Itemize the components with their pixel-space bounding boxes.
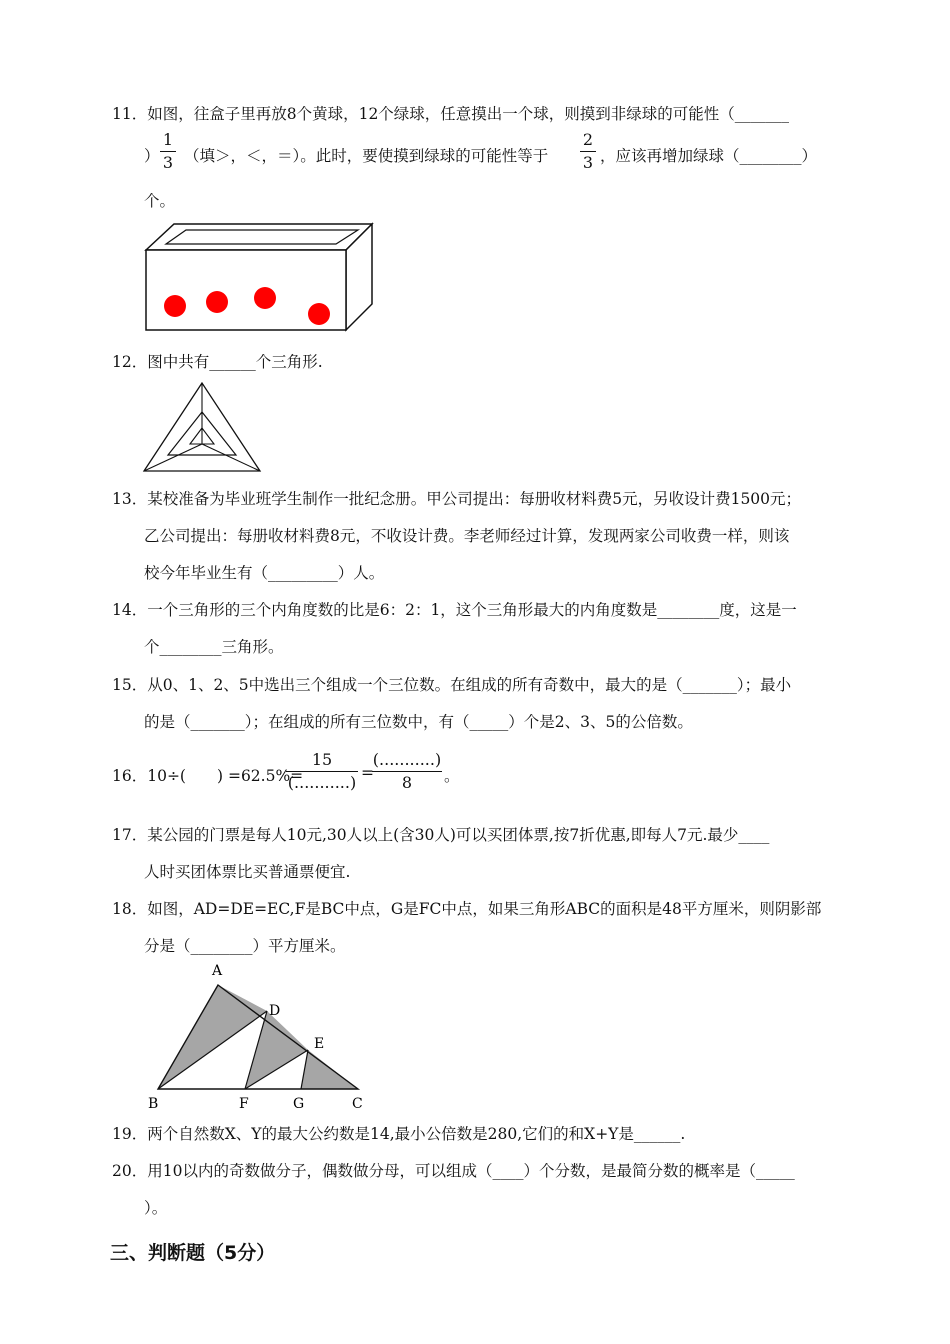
- section-title: 三、判断题（5分）: [110, 1242, 276, 1264]
- q11-line1: 11．如图，往盒子里再放8个黄球，12个绿球，任意摸出一个球，则摸到非绿球的可能性（_______: [112, 105, 790, 123]
- label-c: C: [352, 1096, 363, 1112]
- q14-line2: 个________三角形。: [144, 638, 284, 656]
- q13-line1: 13．某校准备为毕业班学生制作一批纪念册。甲公司提出：每册收材料费5元，另收设计费1500元；: [112, 490, 802, 508]
- q16-prefix: 16．10÷( ) =62.5%=: [112, 767, 304, 785]
- label-b: B: [148, 1096, 159, 1112]
- q18-line2: 分是（________）平方厘米。: [144, 937, 346, 955]
- q17-line1: 17．某公园的门票是每人10元,30人以上(含30人)可以买团体票,按7折优惠,即每人7元.最少____: [112, 826, 770, 844]
- label-g: G: [293, 1096, 305, 1112]
- q11-line2-b: （填＞，＜，＝）。此时，要使摸到绿球的可能性等于: [184, 147, 549, 165]
- q16-equals: =: [361, 764, 374, 782]
- q11-box-figure: [140, 218, 380, 338]
- ball-1: [164, 295, 186, 317]
- q14-line1: 14．一个三角形的三个内角度数的比是6：2：1，这个三角形最大的内角度数是________度，这是一: [112, 601, 797, 619]
- label-a: A: [212, 963, 223, 979]
- q18-triangle-figure: [140, 960, 380, 1120]
- q11-line2-a: ）: [144, 147, 160, 165]
- q11-line2-c: ，应该再增加绿球（________）: [600, 147, 818, 165]
- label-e: E: [314, 1036, 325, 1052]
- q15-line2: 的是（_______）；在组成的所有三位数中，有（_____）个是2、3、5的公倍数。: [144, 713, 693, 731]
- label-d: D: [269, 1003, 281, 1019]
- q19-text: 19．两个自然数X、Y的最大公约数是14,最小公倍数是280,它们的和X+Y是______.: [112, 1125, 686, 1143]
- q18-line1: 18．如图，AD=DE=EC,F是BC中点，G是FC中点，如果三角形ABC的面积是48平方厘米，则阴影部: [112, 900, 822, 918]
- q11-fraction-one-third: 1 3: [160, 132, 176, 171]
- q20-line1: 20．用10以内的奇数做分子，偶数做分母，可以组成（____）个分数，是最简分数的概率是（_____: [112, 1162, 795, 1180]
- shaded-triangle-dfe: [245, 1011, 308, 1089]
- q11-line3: 个。: [144, 192, 176, 210]
- q15-line1: 15．从0、1、2、5中选出三个组成一个三位数。在组成的所有奇数中，最大的是（_______）；最小: [112, 676, 792, 694]
- q20-line2: ）。: [144, 1199, 168, 1217]
- q16-suffix: 。: [444, 767, 460, 785]
- ball-3: [254, 287, 276, 309]
- q12-triangle-figure: [140, 380, 266, 476]
- q13-line2: 乙公司提出：每册收材料费8元，不收设计费。李老师经过计算，发现两家公司收费一样，则该: [144, 527, 790, 545]
- q16-fraction-2: (...........) 8: [372, 750, 442, 792]
- ball-4: [308, 303, 330, 325]
- q11-fraction-two-thirds: 2 3: [580, 132, 596, 171]
- q12-text: 12．图中共有______个三角形.: [112, 353, 323, 371]
- box-opening: [166, 230, 358, 244]
- q13-line3: 校今年毕业生有（_________）人。: [144, 564, 385, 582]
- q16-fraction-1: 15 (...........): [287, 750, 357, 792]
- q17-line2: 人时买团体票比买普通票便宜.: [144, 863, 351, 881]
- label-f: F: [239, 1096, 249, 1112]
- ball-2: [206, 291, 228, 313]
